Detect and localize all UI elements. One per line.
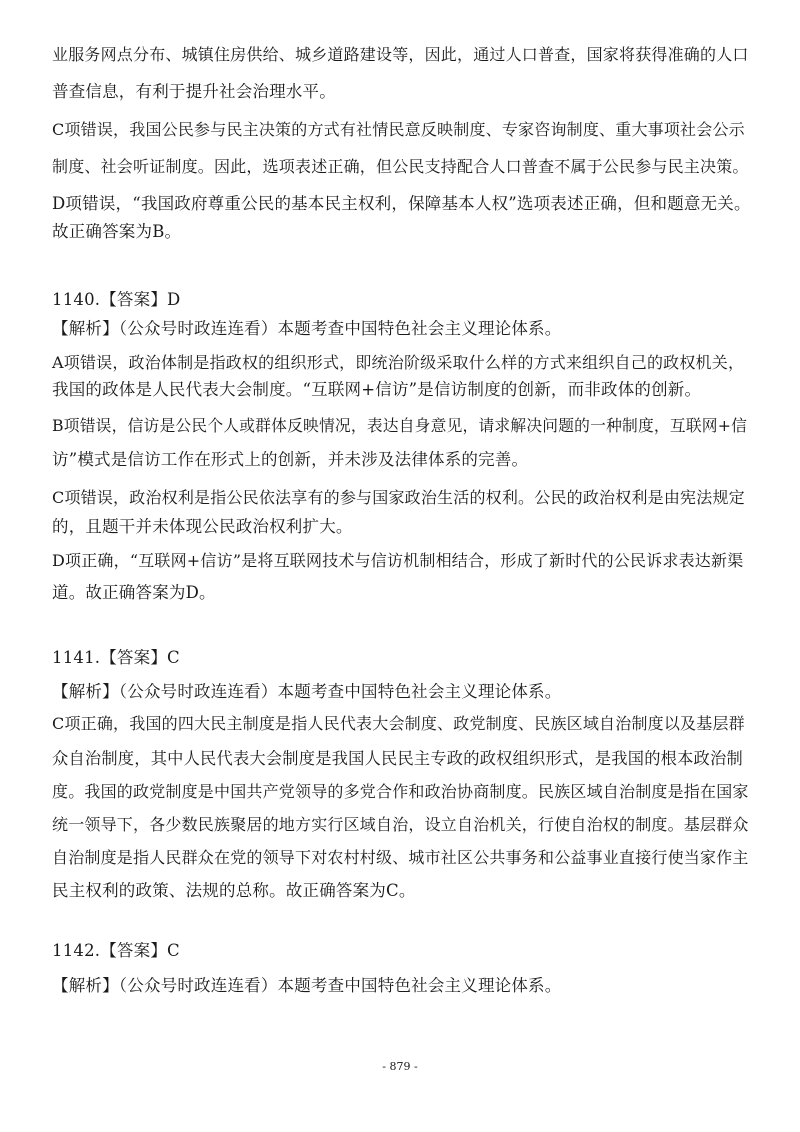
text-line: 民主权利的政策、法规的总称。故正确答案为C。 xyxy=(52,881,416,900)
text-line: C项正确，我国的四大民主制度是指人民代表大会制度、政党制度、民族区域自治制度以及基层群 xyxy=(52,714,745,733)
text-line: 的，且题干并未体现公民政治权利扩大。 xyxy=(52,517,353,536)
text-line: C项错误，我国公民参与民主决策的方式有社情民意反映制度、专家咨询制度、重大事项社会公示 xyxy=(52,120,745,139)
answer-heading: 1142.【答案】C xyxy=(52,941,180,960)
text-line: D项错误，“我国政府尊重公民的基本民主权利，保障基本人权”选项表述正确，但和题意无关。 xyxy=(52,194,751,213)
text-line: 【解析】（公众号时政连连看）本题考查中国特色社会主义理论体系。 xyxy=(52,682,562,701)
text-line: D项正确，“互联网+信访”是将互联网技术与信访机制相结合，形成了新时代的公民诉求表达新渠 xyxy=(52,551,744,570)
text-line: 统一领导下，各少数民族聚居的地方实行区域自治，设立自治机关，行使自治权的制度。基层群众 xyxy=(52,815,749,834)
text-line: 【解析】（公众号时政连连看）本题考查中国特色社会主义理论体系。 xyxy=(52,976,562,995)
answer-heading: 1140.【答案】D xyxy=(52,290,181,309)
text-line: 自治制度是指人民群众在党的领导下对农村村级、城市社区公共事务和公益事业直接行使当家作主 xyxy=(52,848,749,867)
text-line: A项错误，政治体制是指政权的组织形式，即统治阶级采取什么样的方式来组织自己的政权机关， xyxy=(52,353,745,372)
answer-heading: 1141.【答案】C xyxy=(52,648,180,667)
text-line: 众自治制度，其中人民代表大会制度是我国人民民主专政的政权组织形式，是我国的根本政治制 xyxy=(52,749,743,768)
text-line: 制度、社会听证制度。因此，选项表述正确，但公民支持配合人口普查不属于公民参与民主决策。 xyxy=(52,157,749,176)
page-number: - 879 - xyxy=(382,1060,418,1073)
text-line: 故正确答案为B。 xyxy=(52,222,182,241)
text-line: 我国的政体是人民代表大会制度。“互联网+信访”是信访制度的创新，而非政体的创新。 xyxy=(52,380,702,399)
text-line: 道。故正确答案为D。 xyxy=(52,583,216,602)
text-line: 普查信息，有利于提升社会治理水平。 xyxy=(52,82,336,101)
text-line: 访”模式是信访工作在形式上的创新，并未涉及法律体系的完善。 xyxy=(52,450,529,469)
text-line: 【解析】（公众号时政连连看）本题考查中国特色社会主义理论体系。 xyxy=(52,319,562,338)
text-line: 度。我国的政党制度是中国共产党领导的多党合作和政治协商制度。民族区域自治制度是指在国家 xyxy=(52,782,749,801)
text-line: 业服务网点分布、城镇住房供给、城乡道路建设等，因此，通过人口普查，国家将获得准确的人口 xyxy=(52,45,749,64)
text-line: C项错误，政治权利是指公民依法享有的参与国家政治生活的权利。公民的政治权利是由宪法规定 xyxy=(52,488,745,507)
text-line: B项错误，信访是公民个人或群体反映情况，表达自身意见，请求解决问题的一种制度，互联网+信 xyxy=(52,416,748,435)
